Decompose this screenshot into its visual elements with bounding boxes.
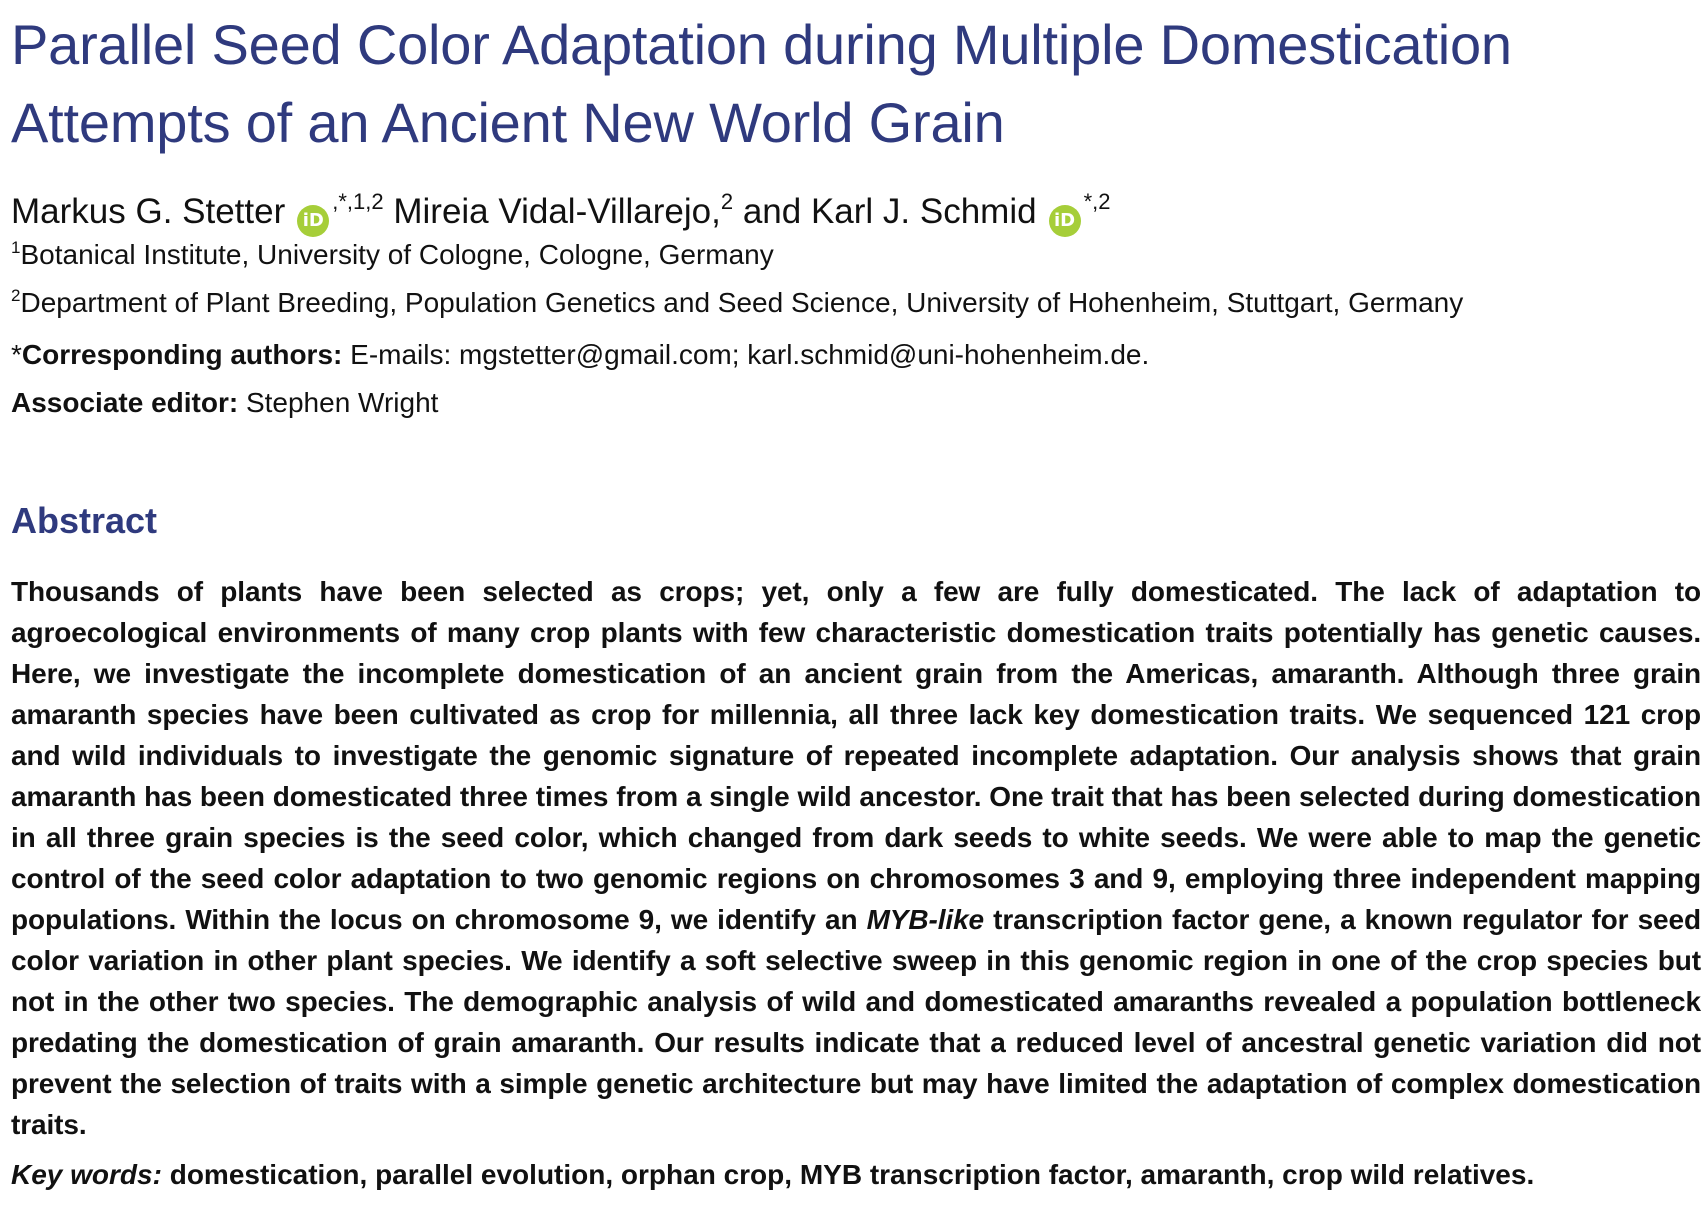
- author-name-vidal-villarejo: Mireia Vidal-Villarejo,: [393, 192, 721, 231]
- abstract-body: [11, 571, 1701, 1145]
- affiliation-text: Botanical Institute, University of Cologne, Cologne, Germany: [20, 239, 774, 270]
- keywords: [11, 1155, 1701, 1195]
- author-affiliation-marker: *,2: [1083, 189, 1111, 214]
- author-name-stetter: Markus G. Stetter: [11, 192, 286, 231]
- abstract-heading: Abstract: [11, 500, 158, 541]
- article-title: Parallel Seed Color Adaptation during Multiple Domestication Attempts of an Ancient New World Grain: [11, 13, 1512, 154]
- author-name-schmid: Karl J. Schmid: [810, 192, 1037, 231]
- editor-label: Associate editor:: [11, 387, 239, 418]
- associate-editor: [11, 385, 1701, 421]
- corresponding-label: Corresponding authors:: [21, 339, 343, 370]
- orcid-icon[interactable]: iD: [297, 205, 329, 237]
- affiliation-text: Department of Plant Breeding, Population Genetics and Seed Science, University of Hohenheim, Stuttgart, Germany: [20, 287, 1464, 318]
- abstract-gene-name: MYB-like: [866, 904, 985, 935]
- author-affiliation-marker: ,*,1,2: [332, 189, 384, 214]
- editor-name: Stephen Wright: [238, 387, 439, 418]
- orcid-icon[interactable]: iD: [1049, 205, 1081, 237]
- keywords-text: domestication, parallel evolution, orphan crop, MYB transcription factor, amaranth, crop wild relatives.: [161, 1159, 1535, 1190]
- corresponding-star: *: [11, 339, 22, 370]
- affiliation-1: [11, 237, 1701, 273]
- author-affiliation-marker: 2: [720, 189, 734, 214]
- corresponding-authors: [11, 337, 1701, 373]
- affiliation-number: 2: [11, 286, 21, 305]
- keywords-label: Key words:: [11, 1159, 162, 1190]
- abstract-text-part1: Thousands of plants have been selected as crops; yet, only a few are fully domesticated. The lack of adaptation to agroecological environments of many crop plants with few characteristic domestication traits potentially has genetic causes. Here, we investigate the incomplete domestication of an ancient grain from the Americas, amaranth. Although three grain amaranth species have been cultivated as crop for millennia, all three lack key domestication traits. We sequenced 121 crop and wild individuals to investigate the genomic signature of repeated incomplete adaptation. Our analysis shows that grain amaranth has been domesticated three times from a single wild ancestor. One trait that has been selected during domestication in all three grain species is the seed color, which changed from dark seeds to white seeds. We were able to map the genetic control of the seed color adaptation to two genomic regions on chromosomes 3 and 9, employing three independent mapping populations. Within the locus on chromosome 9, we identify an: [11, 576, 1701, 935]
- article-page: [11, 0, 1701, 1195]
- corresponding-emails[interactable]: E-mails: mgstetter@gmail.com; karl.schmid@uni-hohenheim.de.: [342, 339, 1150, 370]
- affiliation-number: 1: [11, 238, 21, 257]
- abstract-text-part2: transcription factor gene, a known regulator for seed color variation in other plant species. We identify a soft selective sweep in this genomic region in one of the crop species but not in the other two species. The demographic analysis of wild and domesticated amaranths revealed a population bottleneck predating the domestication of grain amaranth. Our results indicate that a reduced level of ancestral genetic variation did not prevent the selection of traits with a simple genetic architecture but may have limited the adaptation of complex domestication traits.: [11, 904, 1701, 1140]
- author-line: [11, 189, 1701, 237]
- affiliation-2: [11, 285, 1701, 321]
- author-conjunction: and: [742, 192, 802, 231]
